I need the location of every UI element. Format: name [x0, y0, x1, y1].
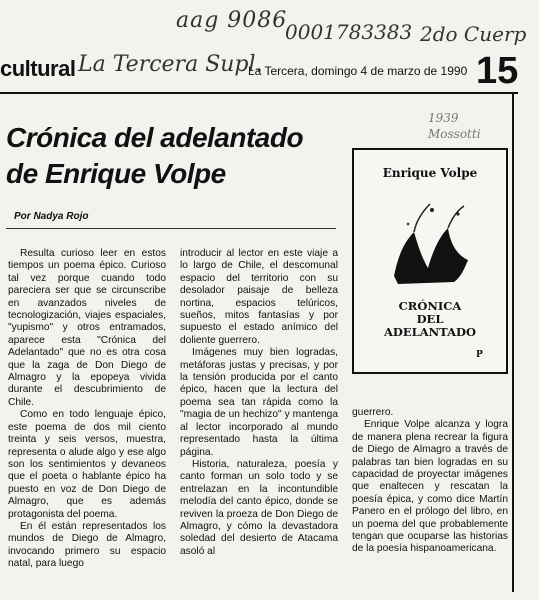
- article-column-3: [352, 407, 508, 556]
- cover-title-line: CRÓNICA: [398, 299, 462, 313]
- headline-line-2: de Enrique Volpe: [6, 158, 226, 189]
- section-name: cultural: [0, 56, 76, 81]
- cover-author: Enrique Volpe: [382, 166, 478, 180]
- column-paragraph: Historia, naturaleza, poesía y canto forman un solo todo y se entrelazan en la incontundible melodía del canto épico, donde se reviven la proeza de Don Diego de Almagro, y cómo la devastadora soledad del desierto de Atacama asoló al: [180, 458, 338, 557]
- author-years: 1939: [428, 111, 459, 125]
- byline-rule: [6, 228, 336, 229]
- column-paragraph: Como en todo lenguaje épico, este poema de dos mil ciento treinta y seis versos, muestra, representa o alude algo y ese algo son los sentimientos y devaneos que el poeta o hablante épico ha puesto en voz de Don Diego de Almagro, que es además protagonista del poema.: [8, 409, 166, 520]
- column-paragraph: Enrique Volpe alcanza y logra de manera plena recrear la figura de Diego de Almagro a través de palabras tan bien logradas en su capacidad de proyectar imágenes que enaltecen y rescatan la poesía épica, y como dice Martín Panero en el prólogo del libro, en un poema del que probablemente tengan que ocuparse las historias de la poesía hispanoamericana.: [352, 419, 508, 555]
- column-paragraph: guerrero.: [352, 407, 394, 418]
- column-paragraph: introducir al lector en este viaje a lo largo de Chile, el descomunal espacio del territorio con su desolador paisaje de belleza nortina, espacios telúricos, sueños, mitos fantasías y por supuesto el estado anímico del doliente guerrero.: [180, 248, 338, 346]
- article-column-1: [8, 248, 166, 571]
- handwritten-archive-note: aag 9086: [176, 8, 288, 33]
- handwritten-author-note: [428, 110, 481, 142]
- publisher-mark: P: [476, 350, 483, 360]
- column-paragraph: En él están representados los mundos de Diego de Almagro, invocando primero su espacio natal, para luego: [8, 520, 166, 570]
- author-surname: Mossotti: [428, 127, 481, 141]
- cover-title-line: DEL: [416, 312, 444, 326]
- byline: Por Nadya Rojo: [14, 211, 89, 222]
- column-paragraph: Resulta curioso leer en estos tiempos un poema épico. Curioso tal vez porque cuando todo pareciera ser que se circunscribe en avanzados niveles de tecnologización, viajes espaciales, "yupismo" y otros entramados, aparece esta "Crónica del Adelantado" que no es otra cosa que la zaga de Don Diego de Almagro y la epopeya vivida durante el descubrimiento de Chile.: [8, 248, 166, 408]
- headline-line-1: Crónica del adelantado: [6, 122, 304, 153]
- dateline: La Tercera, domingo 4 de marzo de 1990: [248, 64, 468, 78]
- handwritten-catalog-number: 0001783383: [285, 20, 413, 44]
- cover-illustration: [388, 198, 472, 288]
- handwritten-edition-note: 2do Cuerp: [420, 22, 527, 46]
- article-column-2: [180, 248, 338, 558]
- column-paragraph: Imágenes muy bien logradas, metáforas justas y precisas, y por la tensión producida por el canto épico, hacen que la lectura del poema sea tan rápida como la "magia de un hechizo" y mantenga al lector incorporado al mundo representado hasta la última página.: [180, 347, 338, 458]
- page-number: 15: [476, 50, 519, 92]
- handwritten-source-note: La Tercera Supl.: [78, 52, 263, 77]
- page-edge-rule: [512, 92, 514, 592]
- header-rule: [0, 92, 518, 94]
- page-header: [0, 50, 520, 90]
- book-cover: [352, 148, 508, 374]
- cover-title-line: ADELANTADO: [383, 325, 477, 339]
- article-headline: [6, 120, 346, 192]
- cover-title: [354, 300, 506, 339]
